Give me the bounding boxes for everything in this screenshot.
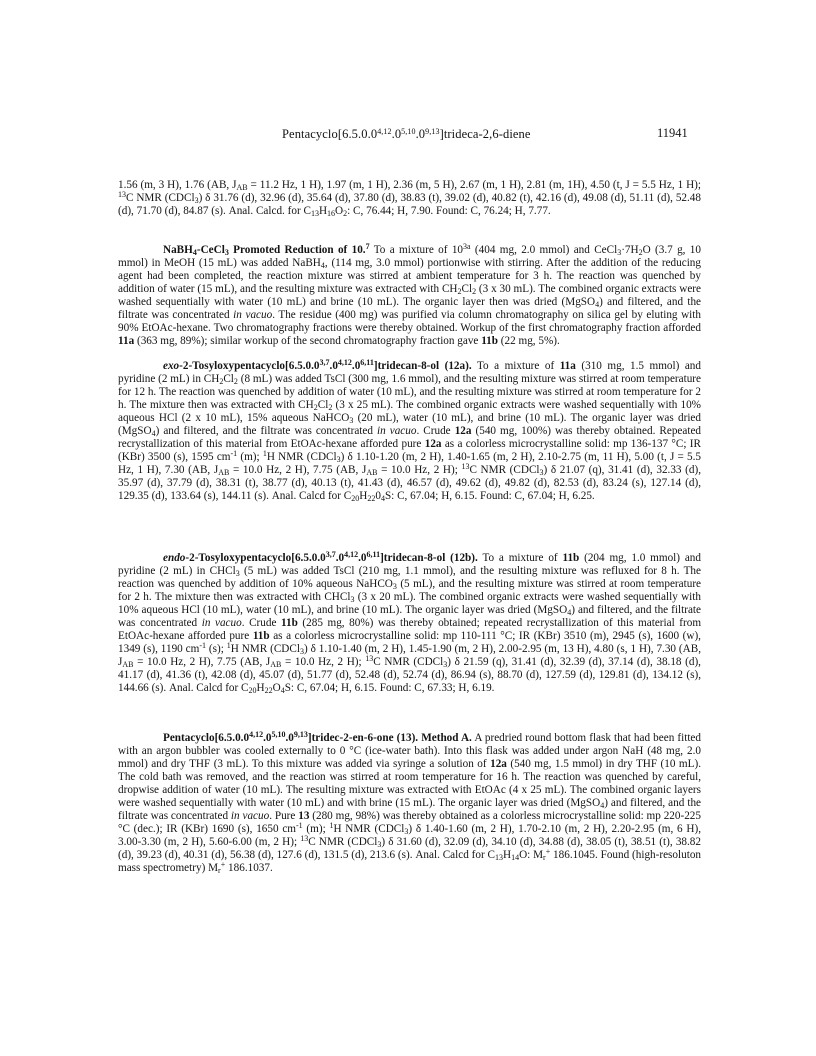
subscript: 3 — [299, 647, 304, 656]
compound-number: 13 — [298, 810, 310, 822]
text-run: , (114 mg, 3.0 mmol) portionwise with stirring. After the addition of the reducing agent had been completed, the reaction mixture was stirred at ambient temperature for 3 h. The reaction was quenched by addition of water (15 mL), and the resulting mixture was extracted with CH — [118, 257, 701, 295]
subscript: 2 — [343, 209, 348, 218]
italic-text: exo — [163, 360, 180, 372]
subscript: 4 — [280, 686, 285, 695]
text-run: (540 mg, 1.5 mmol) in dry THF (10 mL). The cold bath was removed, and the reaction was stirred at room temperature for 16 h. The reaction was quenched by careful, dropwise addition of water (10 mL). The resulting mixture was extracted with EtOAc (4 x 25 mL). The combined organic layers were washed sequentially with water (10 mL) and with brine (15 mL). The organic layer was dried (MgSO — [118, 758, 701, 809]
text-run: 186.1045. Found (high-resoluton mass spectrometry) M — [118, 849, 702, 874]
text-run: (280 mg, 98%) was thereby obtained as a colorless microcrystalline solid: mp 220-225 °C (dec.); IR (KBr) 1690 (s), 1650 cm — [118, 810, 701, 835]
text-run: NaBH — [163, 244, 193, 256]
text-run: ]tridecan-8-ol (12b). — [380, 552, 478, 564]
text-run: (540 mg, 100%) was thereby obtained. Repeated recrystallization of this material from EtOAc-hexane afforded pure — [118, 425, 702, 450]
text-run: Promoted Reduction of 10. — [228, 244, 366, 256]
text-run: C NMR (CDCl — [469, 464, 540, 476]
text-run: : C, 76.44; H, 7.90. Found: C, 76.24; H, 7.77. — [347, 205, 551, 217]
section-heading — [163, 552, 478, 564]
text-run: O — [272, 682, 281, 694]
text-run: ) δ 1.40-1.60 (m, 2 H), 1.70-2.10 (m, 2 H), 2.20-2.95 (m, 6 H), 3.00-3.30 (m, 2 H), 5.60-6.00 (m, 2 H); — [118, 823, 701, 848]
text-run: Cl — [223, 373, 234, 385]
subscript: 3 — [235, 569, 240, 578]
superscript: 13 — [118, 190, 126, 199]
text-run: 186.1037. — [225, 862, 273, 874]
text-run: (363 mg, 89%); similar workup of the second chromatography fraction gave — [134, 335, 482, 347]
text-run: -2-Tosyloxypentacyclo[6.5.0.0 — [179, 360, 320, 372]
superscript: 4,12 — [377, 127, 392, 136]
text-run: ) δ 1.10-1.40 (m, 2 H), 1.45-1.90 (m, 2 H), 2.00-2.95 (m, 13 H), 4.80 (s, 1 H), 7.30 (AB, J — [118, 643, 701, 668]
procedure-nabh4-reduction — [118, 244, 701, 348]
superscript: + — [545, 847, 551, 856]
text-run: (22 mg, 5%). — [498, 335, 560, 347]
text-run: . The residue (400 mg) was purified via column chromatography on silica gel by eluting with 90% EtOAc-hexane. Two chromatography fractions were thereby obtained. Workup of the first chromatography fraction afforded — [118, 309, 701, 334]
text-run: S: C, 67.04; H, 6.15. Found: C, 67.04; H, 6.25. — [384, 490, 595, 502]
text-run: .0 — [358, 552, 367, 564]
text-run: Cl — [461, 283, 473, 295]
text-run: 1.56 (m, 3 H), 1.76 (AB, J — [118, 179, 237, 191]
text-run: .0 — [351, 360, 361, 372]
subscript: 3 — [224, 248, 229, 257]
subscript: 13 — [310, 209, 319, 218]
subscript: 3 — [336, 455, 341, 464]
text-run: = 10.0 Hz, 2 H); — [281, 656, 366, 668]
text-run: (404 mg, 2.0 mmol) and CeCl — [470, 244, 618, 256]
subscript: 3 — [350, 595, 355, 604]
subscript: 4 — [192, 248, 197, 257]
italic-text: in vacuo — [230, 810, 270, 822]
superscript: -1 — [199, 641, 206, 650]
text-run: (285 mg, 80%) was thereby obtained; repeated recrystallization of this material from EtOAc-hexane afforded pure — [118, 617, 702, 642]
superscript: 9,13 — [425, 127, 440, 136]
superscript: 3,7 — [319, 358, 330, 367]
subscript: 16 — [327, 209, 336, 218]
subscript: 3 — [404, 827, 409, 836]
compound-number: 11a — [559, 360, 576, 372]
subscript: 3 — [443, 660, 448, 669]
text-run: ) and filtered, and the filtrate was concentrated — [118, 296, 701, 321]
subscript: 4 — [600, 801, 605, 810]
superscript: 6,11 — [366, 550, 381, 559]
subscript: 3 — [392, 582, 397, 591]
text-run: S: C, 67.04; H, 6.15. Found: C, 67.33; H, 6.19. — [284, 682, 495, 694]
section-heading — [163, 244, 370, 256]
subscript: AB — [236, 183, 248, 192]
subscript: 4 — [151, 429, 156, 438]
subscript: 2 — [219, 377, 224, 386]
text-run: ·7H — [621, 244, 639, 256]
superscript: 4,12 — [337, 358, 352, 367]
superscript: 1 — [329, 821, 334, 830]
subscript: 2 — [233, 377, 238, 386]
text-run: = 10.0 Hz, 2 H), 7.75 (AB, J — [133, 656, 271, 668]
text-run: (3 x 20 mL). The combined organic extracts were washed sequentially with 10% aqueous HCl (10 mL), water (10 mL), and brine (10 mL). The organic layer was dried (MgSO — [118, 591, 701, 616]
compound-number: 11b — [481, 335, 498, 347]
subscript: 4 — [320, 261, 325, 270]
superscript: 1 — [262, 449, 267, 458]
running-head — [282, 127, 531, 142]
text-run: C NMR (CDCl — [308, 836, 378, 848]
superscript: 1 — [226, 641, 231, 650]
subscript: 3 — [349, 416, 354, 425]
subscript: r — [218, 866, 221, 875]
text-run: H — [502, 849, 512, 861]
compound-number: 11b — [281, 617, 298, 629]
section-heading — [163, 732, 472, 744]
italic-text: endo — [163, 552, 186, 564]
text-run: H — [359, 490, 368, 502]
text-run: (s); — [206, 643, 227, 655]
subscript: 20 — [351, 494, 360, 503]
text-run: .0 — [329, 360, 338, 372]
subscript: 2 — [313, 403, 318, 412]
text-run: O — [335, 205, 344, 217]
text-run: (m); — [302, 823, 330, 835]
compound-number: 12a — [424, 438, 442, 450]
subscript: AB — [366, 468, 378, 477]
text-run: H NMR (CDCl — [266, 451, 337, 463]
subscript: 22 — [367, 494, 376, 503]
superscript: 9,13 — [293, 730, 308, 739]
subscript: 3 — [194, 196, 199, 205]
superscript: 4,12 — [249, 730, 264, 739]
subscript: 3 — [539, 468, 544, 477]
text-run: H — [256, 682, 265, 694]
superscript: -1 — [230, 449, 238, 458]
superscript: + — [220, 860, 226, 869]
text-run: To a mixture of — [477, 552, 563, 564]
text-run: ]tridecan-8-ol (12a). — [373, 360, 472, 372]
italic-text: in vacuo — [377, 425, 417, 437]
superscript: 6,11 — [360, 358, 374, 367]
subscript: 4 — [567, 608, 572, 617]
superscript: 7 — [365, 242, 370, 251]
compound-number: 11b — [562, 552, 580, 564]
text-run: To a mixture of — [471, 360, 560, 372]
subscript: 4 — [595, 300, 600, 309]
text-run: = 10.0 Hz, 2 H), 7.75 (AB, J — [229, 464, 367, 476]
text-run: = 11.2 Hz, 1 H), 1.97 (m, 1 H), 2.36 (m, 5 H), 2.67 (m, 1 H), 2.81 (m, 1H), 4.50 (t, J = 5.5 Hz, 1 H); — [247, 179, 701, 191]
carryover-paragraph — [118, 179, 701, 218]
subscript: 2 — [457, 287, 462, 296]
running-head-text: .0 — [415, 127, 426, 141]
text-run: C NMR (CDCl — [373, 656, 444, 668]
subscript: 4 — [380, 494, 385, 503]
running-head-text: .0 — [391, 127, 402, 141]
text-run: -2-Tosyloxypentacyclo[6.5.0.0 — [185, 552, 326, 564]
text-run: .0 — [335, 552, 345, 564]
superscript: -1 — [296, 821, 303, 830]
text-run: ) δ 21.07 (q), 31.41 (d), 32.33 (d), 35.97 (d), 37.79 (d), 38.31 (t), 38.77 (d), 40.13 (t), 41.43 (d), 46.57 (d), 49.62 (d), 49.82 (d), 82.53 (d), 83.24 (s), 127.14 (d), 129.35 (d), 133.64 (s), 144.11 (s). Anal. Calcd for C — [118, 464, 701, 502]
superscript: 3,7 — [325, 550, 336, 559]
text-run: (8 mL) was added TsCl (300 mg, 1.6 mmol), and the resulting mixture was stirred at room temperature for 12 h. The reaction was quenched by addition of water (10 mL), and the resulting mixture was stirred at room temperature for 2 h. The mixture then was extracted with CH — [118, 373, 701, 411]
text-run: H — [318, 205, 328, 217]
subscript: 22 — [264, 686, 273, 695]
subscript: 13 — [494, 853, 503, 862]
subscript: 3 — [617, 248, 622, 257]
running-head-text: ]trideca-2,6-diene — [439, 127, 531, 141]
text-run: = 10.0 Hz, 2 H); — [377, 464, 462, 476]
text-run: Pentacyclo[6.5.0.0 — [163, 732, 250, 744]
page-number: 11941 — [657, 126, 688, 140]
subscript: AB — [218, 468, 230, 477]
text-run: (3 x 30 mL). The combined organic extracts were washed sequentially with water (10 mL) and brine (10 mL). The organic layer then was dried (MgSO — [118, 283, 701, 308]
subscript: 14 — [511, 853, 520, 862]
text-run: ) δ 21.59 (q), 31.41 (d), 32.39 (d), 37.14 (d), 38.18 (d), 41.17 (d), 41.36 (t), 42.08 (d), 45.07 (d), 51.77 (d), 52.48 (d), 52.74 (d), 86.94 (s), 88.70 (d), 127.59 (d), 129.81 (d), 134.12 (s), 144.66 (s). Anal. Calcd for C — [118, 656, 701, 694]
text-run: A predried round bottom flask that had been fitted with an argon bubbler was cooled externally to 0 °C (ice-water bath). Into this flask was added under argon NaH (48 mg, 2.0 mmol) and dry THF (3 mL). To this mixture was added via syringe a solution of — [118, 732, 701, 770]
text-run: ]tridec-2-en-6-one (13). Method A. — [307, 732, 472, 744]
text-run: (204 mg, 1.0 mmol) and pyridine (2 mL) in CHCl — [118, 552, 701, 577]
superscript: 4,12 — [344, 550, 359, 559]
text-run: O: M — [519, 849, 544, 861]
text-run: ) and filtered, and the filtrate was concentrated — [118, 604, 701, 629]
text-run: as a colorless microcrystalline solid: mp 110-111 °C; IR (KBr) 3510 (m), 2945 (s), 1600 (w), 1349 (s), 1190 cm — [118, 630, 701, 655]
text-run: To a mixture of 10 — [369, 244, 464, 256]
superscript: 13 — [300, 834, 309, 843]
text-run: . Crude — [416, 425, 455, 437]
superscript: 5,10 — [401, 127, 416, 136]
italic-text: in vacuo — [233, 309, 273, 321]
text-run: as a colorless microcrystalline solid: mp 136-137 °C; IR (KBr) 3500 (s), 1595 cm — [118, 438, 701, 463]
procedure-exo-tosylate-12a — [118, 360, 701, 503]
subscript: AB — [270, 660, 282, 669]
text-run: ) and filtered, and the filtrate was concentrated — [118, 797, 702, 822]
text-run: (310 mg, 1.5 mmol) and pyridine (2 mL) in CH — [118, 360, 701, 385]
text-run: ) δ 31.76 (d), 32.96 (d), 35.64 (d), 37.80 (d), 38.83 (t), 39.02 (d), 40.82 (t), 42.16 (d), 49.08 (d), 51.11 (d), 52.48 (d), 71.70 (d), 84.87 (s). Anal. Calcd. for C — [118, 192, 701, 217]
subscript: 2 — [638, 248, 643, 257]
text-run: H NMR (CDCl — [333, 823, 405, 835]
subscript: 2 — [472, 287, 477, 296]
superscript: 13 — [365, 654, 374, 663]
text-run: C NMR (CDCl — [126, 192, 195, 204]
text-run: (3 x 25 mL). The combined organic extracts were washed sequentially with 10% aqueous HCl (2 x 10 mL), 15% aqueous NaHCO — [118, 399, 701, 424]
text-run: -CeCl — [196, 244, 225, 256]
text-run: .0 — [285, 732, 294, 744]
superscript: 5,10 — [271, 730, 286, 739]
text-run: (5 mL) was added TsCl (210 mg, 1.1 mmol), and the resulting mixture was refluxed for 8 h. The reaction was quenched by addition of 10% aqueous NaHCO — [118, 565, 701, 590]
compound-number: 11b — [252, 630, 270, 642]
text-run: .0 — [263, 732, 272, 744]
running-head-text: Pentacyclo[6.5.0.0 — [282, 127, 378, 141]
text-run: ) and filtered, and the filtrate was concentrated — [155, 425, 378, 437]
text-run: Cl — [317, 399, 329, 411]
text-run: . Crude — [241, 617, 282, 629]
text-run: (m); — [237, 451, 263, 463]
text-run: (20 mL), water (10 mL), and brine (10 mL). The organic layer was dried (MgSO — [118, 412, 701, 437]
superscript: 3a — [463, 242, 471, 251]
section-heading — [163, 360, 472, 372]
text-run: (5 mL), and the resulting mixture was stirred at room temperature for 2 h. The mixture then was extracted with CHCl — [118, 578, 702, 603]
compound-number: 11a — [118, 335, 135, 347]
italic-text: in vacuo — [201, 617, 242, 629]
subscript: r — [543, 853, 546, 862]
superscript: 13 — [461, 462, 470, 471]
compound-number: 12a — [454, 425, 472, 437]
text-run: ) δ 31.60 (d), 32.09 (d), 34.10 (d), 34.88 (d), 38.05 (t), 38.51 (t), 38.82 (d), 39.23 (d), 40.31 (d), 56.38 (d), 127.6 (d), 131.5 (d), 213.6 (s). Anal. Calcd for C — [118, 836, 701, 861]
text-run: ) δ 1.10-1.20 (m, 2 H), 1.40-1.65 (m, 2 H), 2.10-2.75 (m, 11 H), 5.00 (t, J = 5.5 Hz, 1 H), 7.30 (AB, J — [118, 451, 702, 476]
procedure-ketone-13 — [118, 732, 701, 875]
text-run: 0 — [375, 490, 381, 502]
subscript: AB — [122, 660, 134, 669]
compound-number: 12a — [490, 758, 507, 770]
text-run: O (3.7 g, 10 mmol) in MeOH (15 mL) was added NaBH — [118, 244, 701, 269]
text-run: . Pure — [269, 810, 299, 822]
subscript: 2 — [328, 403, 333, 412]
procedure-endo-tosylate-12b — [118, 552, 701, 695]
subscript: 20 — [248, 686, 257, 695]
text-run: H NMR (CDCl — [230, 643, 300, 655]
subscript: 3 — [377, 840, 382, 849]
